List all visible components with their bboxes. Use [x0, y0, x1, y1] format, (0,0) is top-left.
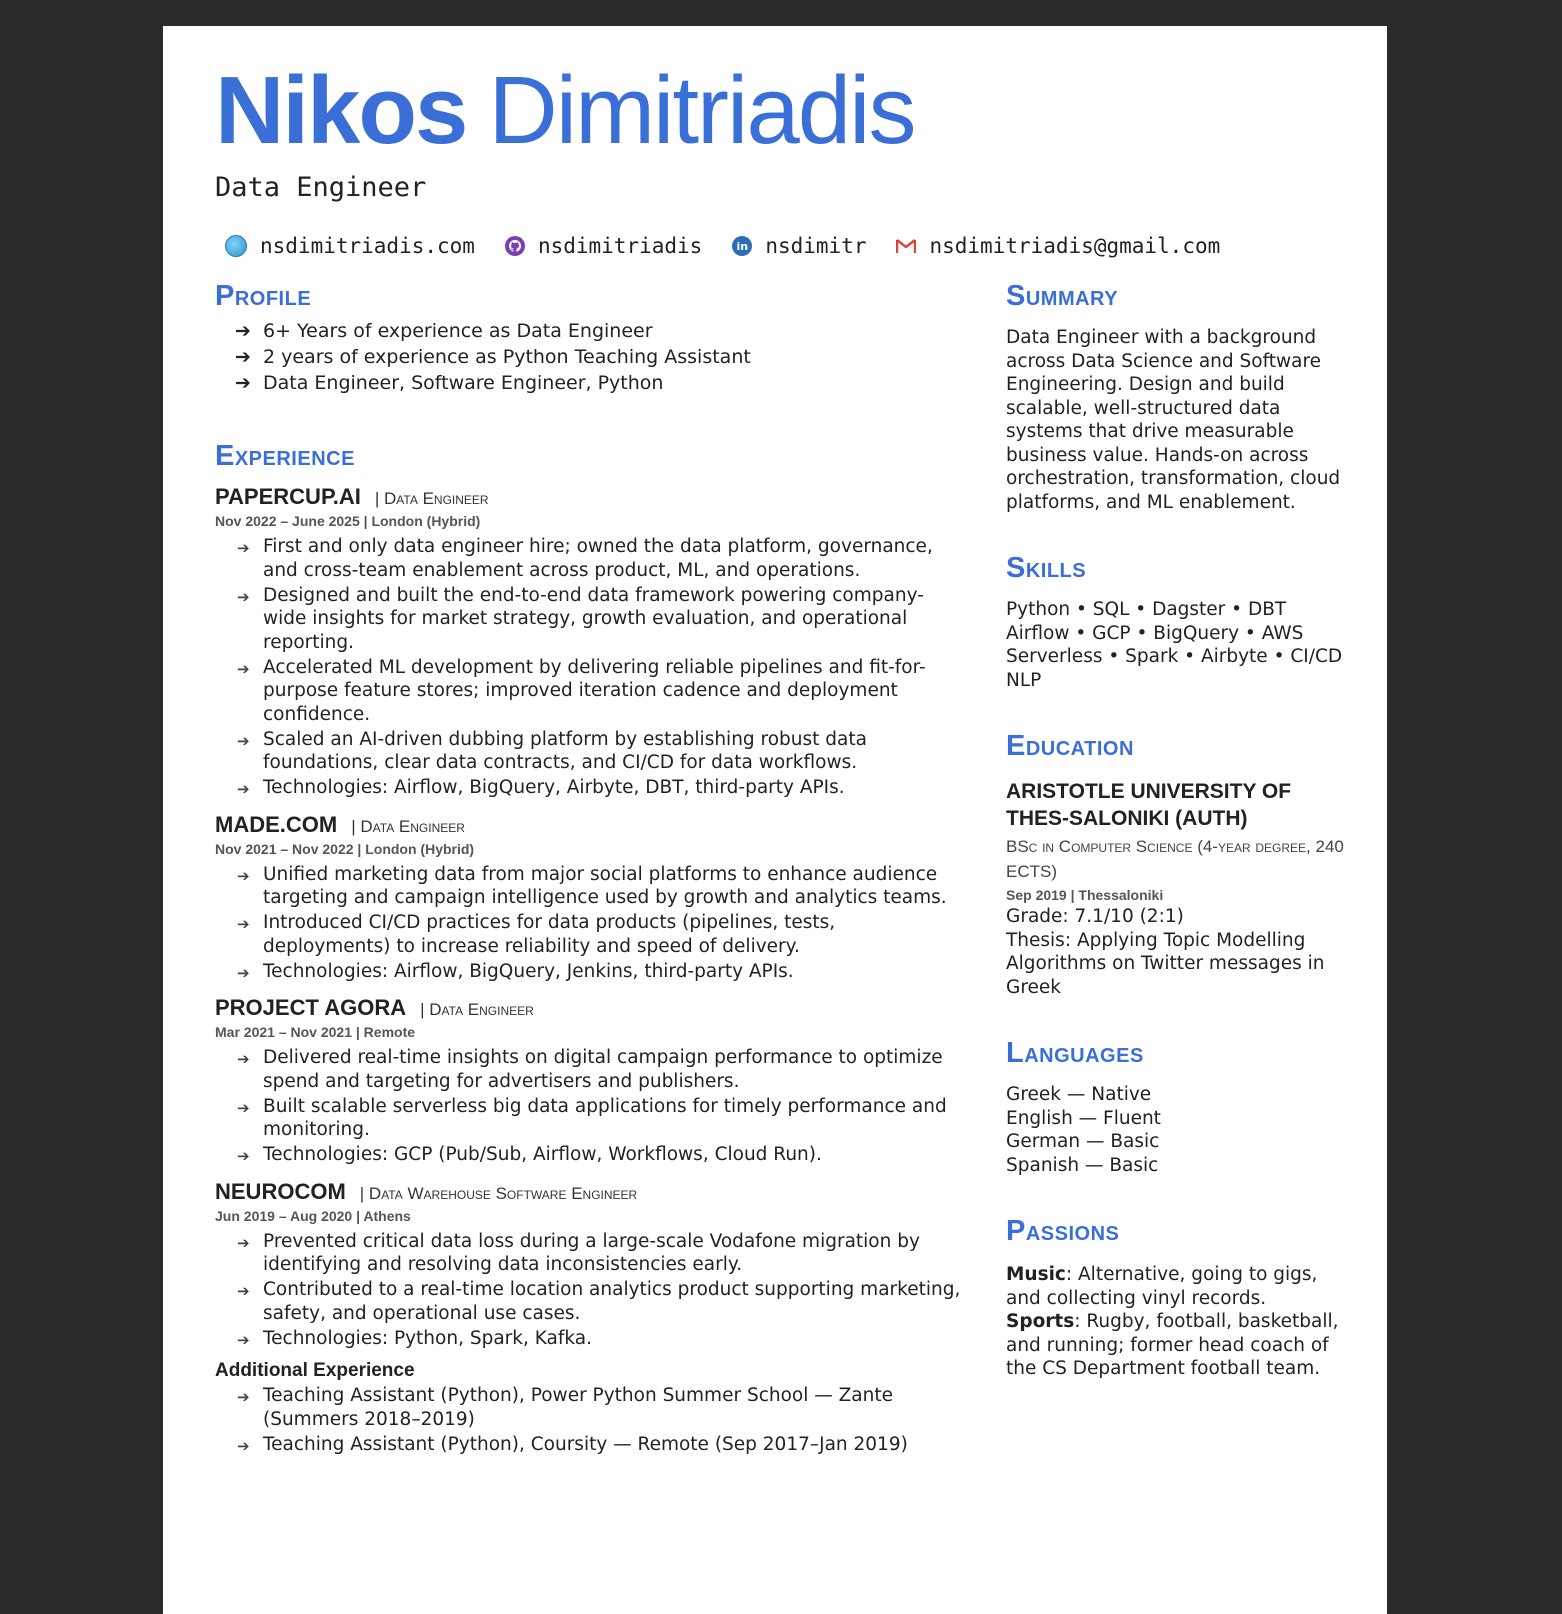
list-item: ➔ Contributed to a real-time location analytics product supporting marketing, safety, and operational use cases. [237, 1279, 961, 1324]
job-papercup [215, 484, 965, 802]
arrow-icon: ➔ [237, 587, 250, 606]
education-dates: Sep 2019 | Thessaloniki [1006, 887, 1164, 903]
list-item: Spanish — Basic [1006, 1154, 1159, 1176]
arrow-icon: ➔ [237, 731, 250, 750]
arrow-icon: ➔ [237, 1330, 250, 1349]
arrow-icon: ➔ [237, 1147, 250, 1165]
skills-line: Serverless • Spark • Airbyte • CI/CD [1006, 646, 1343, 667]
arrow-icon: ➔ [235, 320, 251, 342]
additional-experience-heading: Additional Experience [215, 1360, 415, 1381]
job-dates: Nov 2021 – Nov 2022 | London (Hybrid) [215, 840, 475, 857]
contact-github[interactable] [505, 234, 702, 258]
list-item: ➔ 6+ Years of experience as Data Engineer [235, 320, 653, 342]
university-name: ARISTOTLE UNIVERSITY OF THES-SALONIKI (AUTH) [1006, 780, 1292, 830]
contact-email[interactable] [896, 234, 1220, 258]
list-item: ➔ Data Engineer, Software Engineer, Python [235, 372, 664, 394]
arrow-icon: ➔ [235, 372, 251, 394]
list-item: ➔ First and only data engineer hire; owned the data platform, governance, and cross-team enablement across product, ML, and operations. [237, 536, 933, 581]
arrow-icon: ➔ [237, 659, 250, 678]
skills-heading: Skills [1006, 552, 1087, 584]
thesis: Thesis: Applying Topic Modelling Algorithms on Twitter messages in Greek [1006, 929, 1325, 998]
contact-label: nsdimitriadis [537, 234, 703, 258]
contact-label: nsdimitr [765, 234, 867, 258]
linkedin-icon: in [732, 236, 752, 256]
passion-label: Sports [1006, 1311, 1075, 1332]
summary-heading: Summary [1006, 280, 1119, 312]
summary-text: Data Engineer with a background across Data Science and Software Engineering. Design and build scalable, well-structured data systems that drive measurable business value. Hands-on across orchestration, transformation, cloud platforms, and ML enablement. [1006, 327, 1341, 513]
arrow-icon: ➔ [237, 963, 250, 982]
list-item: Greek — Native [1006, 1084, 1152, 1105]
company-name: PROJECT AGORA [215, 995, 407, 1020]
globe-icon [225, 235, 247, 257]
job-project-agora [215, 995, 965, 1169]
list-item: ➔ Delivered real-time insights on digital campaign performance to optimize spend and targeting for advertisers and publishers. [237, 1047, 943, 1092]
list-item: ➔ Teaching Assistant (Python), Power Python Summer School — Zante (Summers 2018–2019) [237, 1385, 893, 1430]
passions-heading: Passions [1006, 1215, 1120, 1247]
arrow-icon: ➔ [237, 915, 250, 933]
contact-label: nsdimitriadis@gmail.com [929, 234, 1221, 258]
job-made [215, 812, 965, 986]
list-item: ➔ Technologies: Airflow, BigQuery, Jenkins, third-party APIs. [237, 960, 965, 986]
company-name: MADE.COM [215, 811, 338, 837]
list-item: Sports: Rugby, football, basketball, and running; former head coach of the CS Department football team. [1006, 1311, 1339, 1379]
arrow-icon: ➔ [237, 1098, 250, 1117]
skills-line: Python • SQL • Dagster • DBT [1006, 599, 1287, 620]
languages-list [1006, 1083, 1346, 1177]
company-name: NEUROCOM [215, 1178, 346, 1204]
list-item: ➔ 2 years of experience as Python Teaching Assistant [235, 346, 751, 368]
passions-list [1006, 1263, 1346, 1381]
gmail-icon [896, 238, 916, 254]
skills-line: NLP [1006, 669, 1042, 691]
job-role-label: | Data Engineer [351, 816, 465, 836]
contact-linkedin[interactable] [732, 234, 866, 258]
list-item: ➔ Scaled an AI-driven dubbing platform by establishing robust data foundations, clear data contracts, and CI/CD for data workflows. [237, 728, 867, 773]
arrow-icon: ➔ [237, 539, 250, 557]
arrow-icon: ➔ [237, 1282, 250, 1300]
list-item: English — Fluent [1006, 1107, 1161, 1129]
list-item: ➔ Teaching Assistant (Python), Coursity — Remote (Sep 2017–Jan 2019) [237, 1433, 965, 1459]
arrow-icon: ➔ [237, 1436, 250, 1455]
list-item: ➔ Accelerated ML development by delivering reliable pipelines and fit-for-purpose feature stores; improved iteration cadence and deployment confidence. [237, 656, 926, 725]
job-dates: Mar 2021 – Nov 2021 | Remote [215, 1024, 416, 1040]
job-role-label: | Data Engineer [374, 489, 489, 508]
contact-label: nsdimitriadis.com [260, 234, 475, 258]
job-dates: Jun 2019 – Aug 2020 | Athens [215, 1207, 411, 1224]
skills-line: Airflow • GCP • BigQuery • AWS [1006, 622, 1304, 644]
list-item: ➔ Unified marketing data from major social platforms to enhance audience targeting and campaign intelligence used by growth and analytics teams. [237, 863, 947, 908]
job-role-label: | Data Engineer [420, 1000, 534, 1019]
job-role-label: | Data Warehouse Software Engineer [359, 1183, 638, 1203]
experience-heading: Experience [215, 440, 355, 472]
profile-list [235, 318, 965, 396]
arrow-icon: ➔ [235, 346, 251, 368]
list-item: ➔ Introduced CI/CD practices for data products (pipelines, tests, deployments) to increase reliability and speed of delivery. [237, 912, 836, 957]
github-icon [505, 236, 525, 256]
arrow-icon: ➔ [237, 1233, 250, 1252]
arrow-icon: ➔ [237, 780, 250, 798]
degree: BSc in Computer Science (4-year degree, 240 ECTS) [1006, 837, 1344, 881]
right-column [1006, 278, 1346, 1381]
list-item: ➔ Technologies: GCP (Pub/Sub, Airflow, Workflows, Cloud Run). [237, 1143, 965, 1169]
list-item: ➔ Prevented critical data loss during a large-scale Vodafone migration by identifying and resolving data inconsistencies early. [237, 1230, 920, 1275]
profile-heading: Profile [215, 280, 312, 312]
passion-label: Music [1006, 1264, 1066, 1285]
education-heading: Education [1006, 730, 1134, 762]
list-item: ➔ Technologies: Python, Spark, Kafka. [237, 1327, 965, 1353]
resume-page [163, 26, 1387, 1614]
grade: Grade: 7.1/10 (2:1) [1006, 906, 1184, 927]
job-role: Data Engineer [215, 172, 427, 203]
list-item: ➔ Designed and built the end-to-end data framework powering company-wide insights for market strategy, growth evaluation, and operational reporting. [237, 584, 924, 653]
candidate-name [215, 56, 914, 166]
arrow-icon: ➔ [237, 866, 250, 885]
arrow-icon: ➔ [237, 1050, 250, 1068]
languages-heading: Languages [1006, 1037, 1144, 1069]
skills-list [1006, 598, 1346, 692]
contact-website[interactable] [225, 234, 475, 258]
left-column [215, 278, 965, 1460]
company-name: PAPERCUP.AI [215, 484, 361, 509]
arrow-icon: ➔ [237, 1388, 250, 1406]
contact-bar [225, 234, 1250, 258]
last-name: Dimitriadis [488, 57, 915, 164]
list-item: ➔ Built scalable serverless big data applications for timely performance and monitoring. [237, 1095, 947, 1140]
list-item: German — Basic [1006, 1131, 1160, 1152]
job-neurocom [215, 1179, 965, 1353]
list-item: Music: Alternative, going to gigs, and collecting vinyl records. [1006, 1264, 1318, 1309]
job-dates: Nov 2022 – June 2025 | London (Hybrid) [215, 513, 481, 529]
list-item: ➔ Technologies: Airflow, BigQuery, Airbyte, DBT, third-party APIs. [237, 776, 965, 802]
first-name: Nikos [215, 57, 467, 164]
